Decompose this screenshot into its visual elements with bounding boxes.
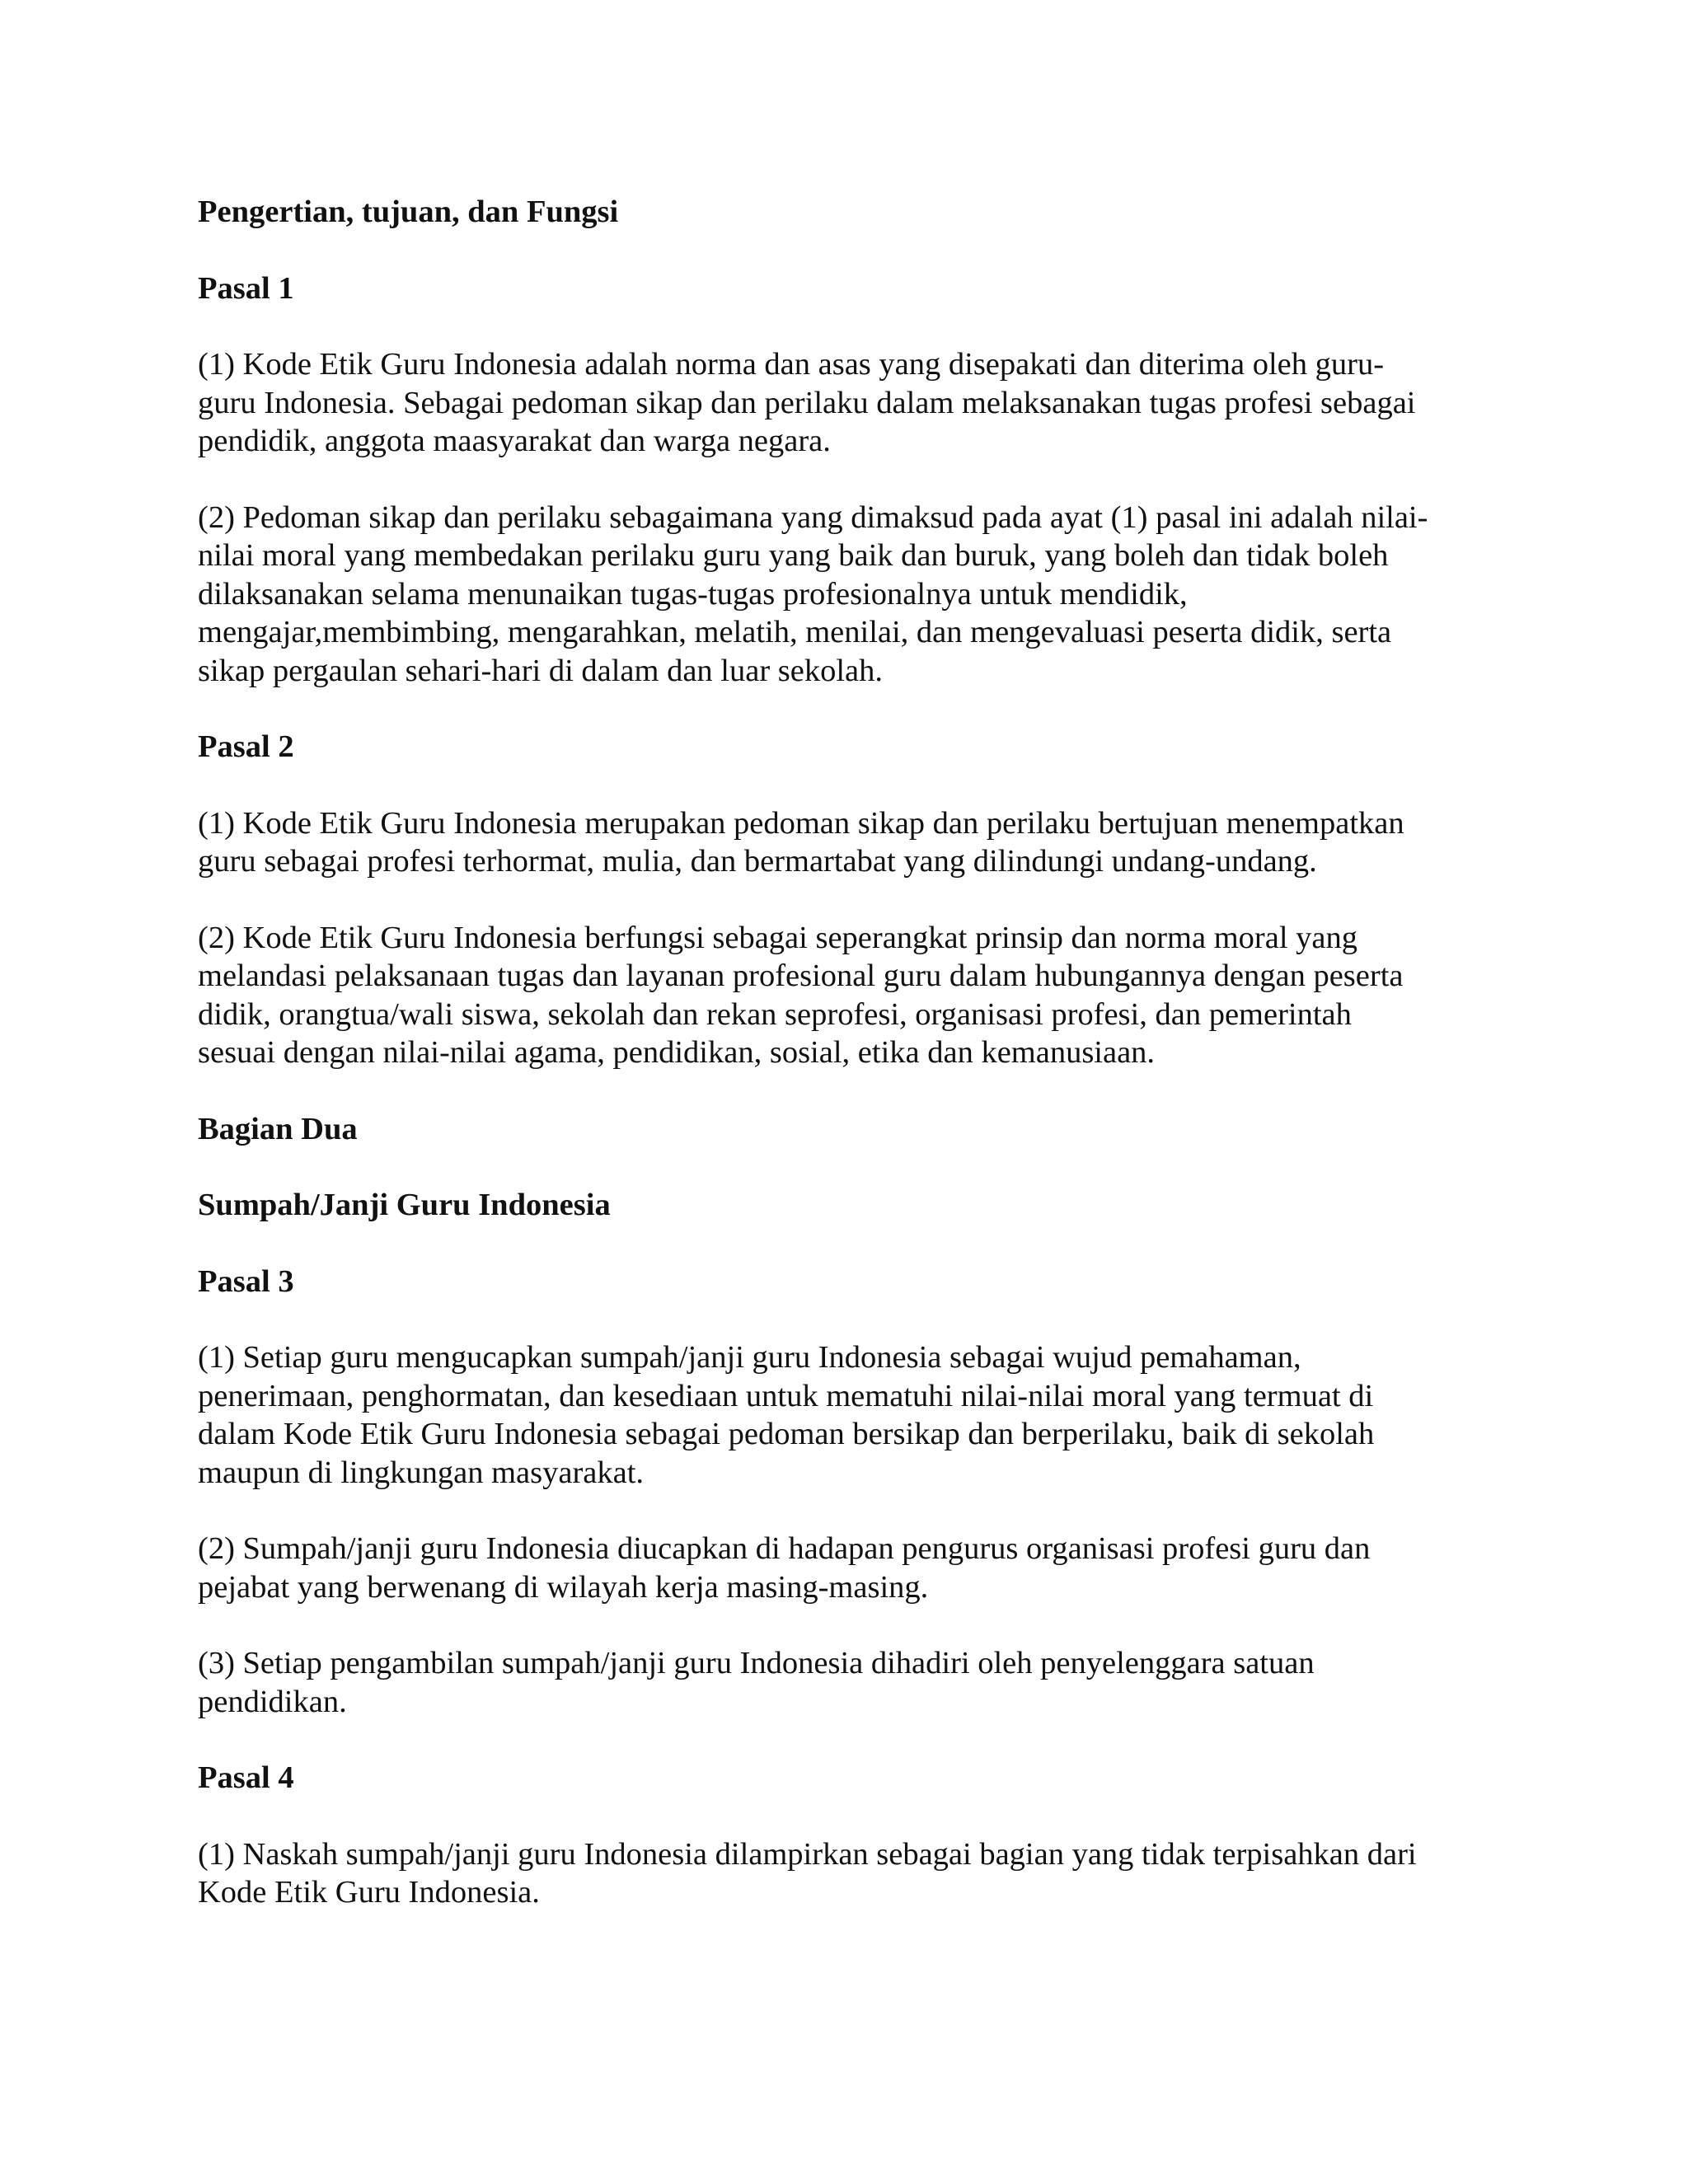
pasal-3-heading: Pasal 3 [198,1263,294,1299]
document-page [198,193,1496,1950]
pasal-4-heading: Pasal 4 [198,1760,294,1795]
pasal-3-ayat-3: (3) Setiap pengambilan sumpah/janji guru Indonesia dihadiri oleh penyelenggara satuan pendidikan. [198,1646,1315,1719]
pasal-3-ayat-2: (2) Sumpah/janji guru Indonesia diucapkan di hadapan pengurus organisasi profesi guru dan pejabat yang berwenang di wilayah kerja masing-masing. [198,1531,1371,1605]
pasal-3-ayat-1: (1) Setiap guru mengucapkan sumpah/janji guru Indonesia sebagai wujud pemahaman, penerimaan, penghormatan, dan kesediaan untuk mematuhi nilai-nilai moral yang termuat di dalam Kode Etik Guru Indonesia sebagai pedoman bersikap dan berperilaku, baik di sekolah maupun di lingkungan masyarakat. [198,1340,1375,1490]
sumpah-janji-heading: Sumpah/Janji Guru Indonesia [198,1188,611,1222]
section-heading-pengertian: Pengertian, tujuan, dan Fungsi [198,194,619,229]
pasal-2-ayat-2: (2) Kode Etik Guru Indonesia berfungsi sebagai seperangkat prinsip dan norma moral yang melandasi pelaksanaan tugas dan layanan profesional guru dalam hubungannya dengan peserta didik, orangtua/wali siswa, sekolah dan rekan seprofesi, organisasi profesi, dan pemerintah sesuai dengan nilai-nilai agama, pendidikan, sosial, etika dan kemanusiaan. [198,920,1404,1070]
pasal-1-ayat-2: (2) Pedoman sikap dan perilaku sebagaimana yang dimaksud pada ayat (1) pasal ini adalah nilai- nilai moral yang membedakan perilaku guru yang baik dan buruk, yang boleh dan tidak boleh dilaksanakan selama menunaikan tugas-tugas profesionalnya untuk mendidik, mengajar,membimbing, mengarahkan, melatih, menilai, dan mengevaluasi peserta didik, serta sikap pergaulan sehari-hari di dalam dan luar sekolah. [198,499,1428,688]
bagian-dua-heading: Bagian Dua [198,1111,358,1146]
pasal-1-ayat-1: (1) Kode Etik Guru Indonesia adalah norma dan asas yang disepakati dan diterima oleh guru- guru Indonesia. Sebagai pedoman sikap dan perilaku dalam melaksanakan tugas profesi sebagai pendidik, anggota maasyarakat dan warga negara. [198,347,1416,458]
pasal-2-heading: Pasal 2 [198,729,294,764]
pasal-4-ayat-1: (1) Naskah sumpah/janji guru Indonesia dilampirkan sebagai bagian yang tidak terpisahkan dari Kode Etik Guru Indonesia. [198,1836,1417,1910]
pasal-2-ayat-1: (1) Kode Etik Guru Indonesia merupakan pedoman sikap dan perilaku bertujuan menempatkan guru sebagai profesi terhormat, mulia, dan bermartabat yang dilindungi undang-undang. [198,805,1404,879]
pasal-1-heading: Pasal 1 [198,270,294,306]
